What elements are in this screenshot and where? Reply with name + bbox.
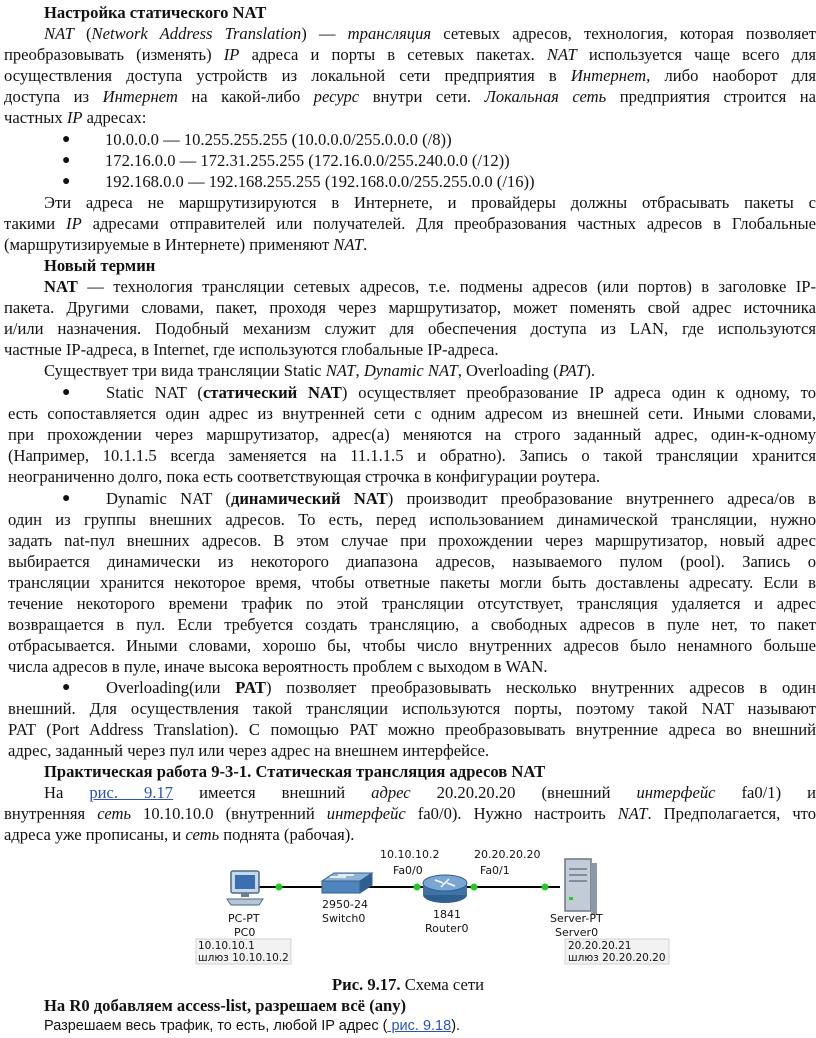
server-name-label: Server0: [555, 926, 599, 939]
term-line-4: частные IP-адреса, в Internet, где используются глобальные IP-адреса.: [4, 340, 499, 359]
dynamic-nat-line-9: числа адресов в пуле, иначе высока вероятность проблем с выходом в WAN.: [8, 657, 548, 676]
after-line-3: (маршрутизируемые в Интернете) применяют NAT.: [4, 235, 368, 254]
bullet-icon: ●: [62, 153, 71, 168]
after-line-2: такими IP адресами отправителей или получателей. Для преобразования частных адресов в Глобальные: [4, 214, 816, 233]
router-port-in-label: Fa0/0: [393, 864, 423, 877]
pc-ip-label: 10.10.10.1: [198, 940, 255, 952]
static-nat-line-4: (Например, 10.1.1.5 всегда заменяется на 11.1.1.5 и обратно). Запись о такой трансляции хранится: [8, 446, 816, 465]
intro-line-1: NAT (Network Address Translation) — трансляция сетевых адресов, технология, которая позволяет: [44, 24, 816, 43]
dynamic-nat-line-6: течение некоторого времени трафик по этой трансляции отсутствует, трансляция удаляется и адрес: [8, 594, 816, 613]
dynamic-nat-line-3: задать nat-пул внешних адресов. В этом случае при прохождении через маршрутизатор, новый адрес: [8, 531, 816, 550]
overloading-line-4: адрес, заданный через пул или через адрес на внешнем интерфейсе.: [8, 741, 490, 760]
intro-line-4: доступа из Интернет на какой-либо ресурс внутри сети. Локальная сеть предприятия строится на: [4, 87, 816, 106]
router-model-label: 1841: [433, 908, 461, 921]
term-line-1: NAT — технология трансляции сетевых адресов, т.е. подмены адресов (или портов) в заголовке IP-: [44, 277, 816, 296]
figure-link-9-18[interactable]: рис. 9.18: [387, 1018, 452, 1034]
intro-line-5: частных IP адресах:: [4, 108, 147, 127]
intro-line-2: преобразовывать (изменять) IP адреса и порты в сетевых пакетах. NAT используется чаще всего для: [4, 45, 816, 64]
section-title-practical: Практическая работа 9-3-1. Статическая трансляция адресов NAT: [44, 762, 546, 781]
bullet-icon: ●: [62, 385, 71, 400]
dynamic-nat-line-4: выбирается динамически из некоторого диапазона адресов, называемого пулом (pool). Запись о: [8, 552, 816, 571]
server-ip-label: 20.20.20.21: [568, 940, 632, 952]
router-port-out-label: Fa0/1: [480, 864, 510, 877]
pc-type-label: PC-PT: [228, 912, 260, 925]
acl-text: Разрешаем весь трафик, то есть, любой IP адрес ( рис. 9.18).: [44, 1018, 461, 1034]
switch-model-label: 2950-24: [322, 898, 368, 911]
port-dot: [276, 884, 283, 891]
practical-line-1: На рис. 9.17 имеется внешний адрес 20.20.20.20 (внешний интерфейс fa0/1) и: [44, 783, 816, 802]
pc-name-label: PC0: [234, 926, 256, 939]
server-gw-label: шлюз 20.20.20.20: [568, 952, 666, 964]
port-dot: [542, 884, 549, 891]
after-line-1: Эти адреса не маршрутизируются в Интернете, и провайдеры должны отбрасывать пакеты с: [44, 193, 816, 212]
document-page: Настройка статического NAT NAT (Network Address Translation) — трансляция сетевых адресов, технология, которая позволяет преобразовывать (изменять) IP адреса и порты в сетевых пакетах. NAT используется чаще всего для осуществления доступа устройств из локальной сети предприятия в Интернет, либо наоборот для доступа из Интернет на какой-либо ресурс внутри сети. Локальная сеть предприятия строится на частных IP адресах: ● 10.0.0.0 — 10.255.255.255 (10.0.0.0/255.0.0.0 (/8)) ● 172.16.0.0 — 172.31.255.255 (172.16.0.0/255.240.0.0 (/12)) ● 192.168.0.0 — 192.168.255.255 (192.168.0.0/255.255.0.0 (/16)) Эти адреса не маршрутизируются в Интернете, и провайдеры должны отбрасывать пакеты с такими IP адресами отправителей или получателей. Для преобразования частных адресов в Глобальные (маршрутизируемые в Интернете) применяют NAT. Новый термин NAT — технология трансляции сетевых адресов, т.е. подмены адресов (или портов) в заголовке IP- пакета. Другими словами, пакет, проходя через маршрутизатор, может поменять свой адрес источника и/или назначения. Подобный механизм служит для обеспечения доступа из LAN, где используются частные IP-адреса, в Internet, где используются глобальные IP-адреса. Существует три вида трансляции Static NAT, Dynamic NAT, Overloading (PAT). ● Static NAT (статический NAT) осуществляет преобразование IP адреса один к одному, то есть сопоставляется один адрес из внутренней сети с одним адресом из внешней сети. Иными словами, при прохождении через маршрутизатор, адрес(а) меняются на строго заданный адрес, один-к-одному (Например, 10.1.1.5 всегда заменяется на 11.1.1.5 и обратно). Запись о такой трансляции хранится неограниченно долго, пока есть соответствующая строчка в конфигурации роутера. ● Dynamic NAT (динамический NAT) производит преобразование внутреннего адреса/ов в один из группы внешних адресов. То есть, перед использованием динамической трансляции, нужно задать nat-пул внешних адресов. В этом случае при прохождении через маршрутизатор, новый адрес выбирается динамически из некоторого диапазона адресов, называемого пулом (pool). Запись о трансляции хранится некоторое время, чтобы ответные пакеты могли быть доставлены адресату. Если в течение некоторого времени трафик по этой трансляции отсутствует, трансляция удаляется и адрес возвращается в пул. Если требуется создать трансляцию, а свободных адресов в пуле нет, то пакет отбрасывается. Иными словами, хорошо бы, чтобы число внутренних адресов было ненамного больше числа адресов в пуле, иначе высока вероятность проблем с выходом в WAN. ● Overloading(или PAT) позволяет преобразовывать несколько внутренних адресов в один внешний. Для осуществления такой трансляции используются порты, поэтому такой NAT называют PAT (Port Address Translation). С помощью PAT можно преобразовывать внутренние адреса во внешний адрес, заданный через пул или через адрес на внешнем интерфейсе. Практическая работа 9-3-1. Статическая трансляция адресов NAT На рис. 9.17 имеется внешний адрес 20.20.20.20 (внешний интерфейс fa0/1) и внутренняя сеть 10.10.10.0 (внутренний интерфейс fa0/0). Нужно настроить NAT. Предполагается, что адреса уже прописаны, и сеть поднята (рабочая). 10.10.10.2 Fa0/0 20.20.20.20 Fa0/1 2950-24 Switch0 1841 Router0 PC-PT PC0 10.10.10.1 шлюз 10.10.10.2 Server-PT Server0 20.20.20.21 шлюз 20.20.20.20 Рис. 9.17. Схема сети На R0 добавляем access-list, разрешаем всё (any) Разрешаем весь трафик, то есть, любой IP адрес ( рис. 9.18).: [0, 0, 816, 1038]
figure-caption: Рис. 9.17. Схема сети: [332, 975, 484, 994]
switch-icon[interactable]: [322, 873, 372, 893]
bullet-icon: ●: [62, 680, 71, 695]
pc-gw-label: шлюз 10.10.10.2: [198, 952, 289, 964]
bullet-icon: ●: [62, 132, 71, 147]
bullet-icon: ●: [62, 174, 71, 189]
server-type-label: Server-PT: [550, 912, 603, 925]
pc-icon[interactable]: [227, 871, 263, 905]
static-nat-line-5: неограниченно долго, пока есть соответствующая строчка в конфигурации роутера.: [8, 467, 601, 486]
overloading-line-2: внешний. Для осуществления такой трансляции используются порты, поэтому такой NAT называют: [8, 699, 816, 718]
intro-line-3: осуществления доступа устройств из локальной сети предприятия в Интернет, либо наоборот для: [4, 66, 816, 85]
server-icon[interactable]: [565, 859, 597, 915]
router-ip-label: 10.10.10.2: [380, 848, 440, 861]
practical-line-3: адреса уже прописаны, и сеть поднята (рабочая).: [4, 825, 355, 844]
section-title-new-term: Новый термин: [44, 256, 156, 275]
network-diagram: [0, 845, 816, 970]
dynamic-nat-line-1: Dynamic NAT (динамический NAT) производит преобразование внутреннего адреса/ов в: [106, 489, 816, 508]
port-dot: [414, 884, 421, 891]
dynamic-nat-line-8: отбрасывается. Иными словами, хорошо бы, чтобы число внутренних адресов было ненамного больше: [8, 636, 816, 655]
section-title-acl: На R0 добавляем access-list, разрешаем всё (any): [44, 996, 407, 1015]
figure-link-9-17[interactable]: рис. 9.17: [89, 783, 174, 802]
static-nat-line-1: Static NAT (статический NAT) осуществляет преобразование IP адреса один к одному, то: [106, 383, 816, 402]
nat-types-line: Существует три вида трансляции Static NAT, Dynamic NAT, Overloading (PAT).: [44, 361, 596, 380]
switch-name-label: Switch0: [322, 912, 366, 925]
term-line-3: и/или назначения. Подобный механизм служит для обеспечения доступа из LAN, где используются: [4, 319, 816, 338]
bullet-icon: ●: [62, 491, 71, 506]
overloading-line-1: Overloading(или PAT) позволяет преобразовывать несколько внутренних адресов в один: [106, 678, 816, 697]
port-dot: [471, 884, 478, 891]
router-name-label: Router0: [425, 922, 469, 935]
dynamic-nat-line-7: возвращается в пул. Если требуется создать трансляцию, а свободных адресов в пуле нет, то пакет: [8, 615, 816, 634]
dynamic-nat-line-5: трансляции хранится некоторое время, чтобы ответные пакеты могли быть доставлены адресату. Если в: [8, 573, 816, 592]
ext-ip-label: 20.20.20.20: [474, 848, 541, 861]
router-icon[interactable]: [423, 875, 467, 903]
dynamic-nat-line-2: один из группы внешних адресов. То есть, перед использованием динамической трансляции, нужно: [8, 510, 816, 529]
static-nat-line-3: при прохождении через маршрутизатор, адрес(а) меняются на строго заданный адрес, один-к-одному: [8, 425, 816, 444]
overloading-line-3: PAT (Port Address Translation). С помощью PAT можно преобразовывать внутренние адреса во внешний: [8, 720, 816, 739]
practical-line-2: внутренняя сеть 10.10.10.0 (внутренний интерфейс fa0/0). Нужно настроить NAT. Предполагается, что: [4, 804, 816, 823]
term-line-2: пакета. Другими словами, пакет, проходя через маршрутизатор, может поменять свой адрес источника: [4, 298, 816, 317]
section-title-static-nat: Настройка статического NAT: [44, 3, 267, 22]
static-nat-line-2: есть сопоставляется один адрес из внутренней сети с одним адресом из внешней сети. Иными словами,: [8, 404, 816, 423]
